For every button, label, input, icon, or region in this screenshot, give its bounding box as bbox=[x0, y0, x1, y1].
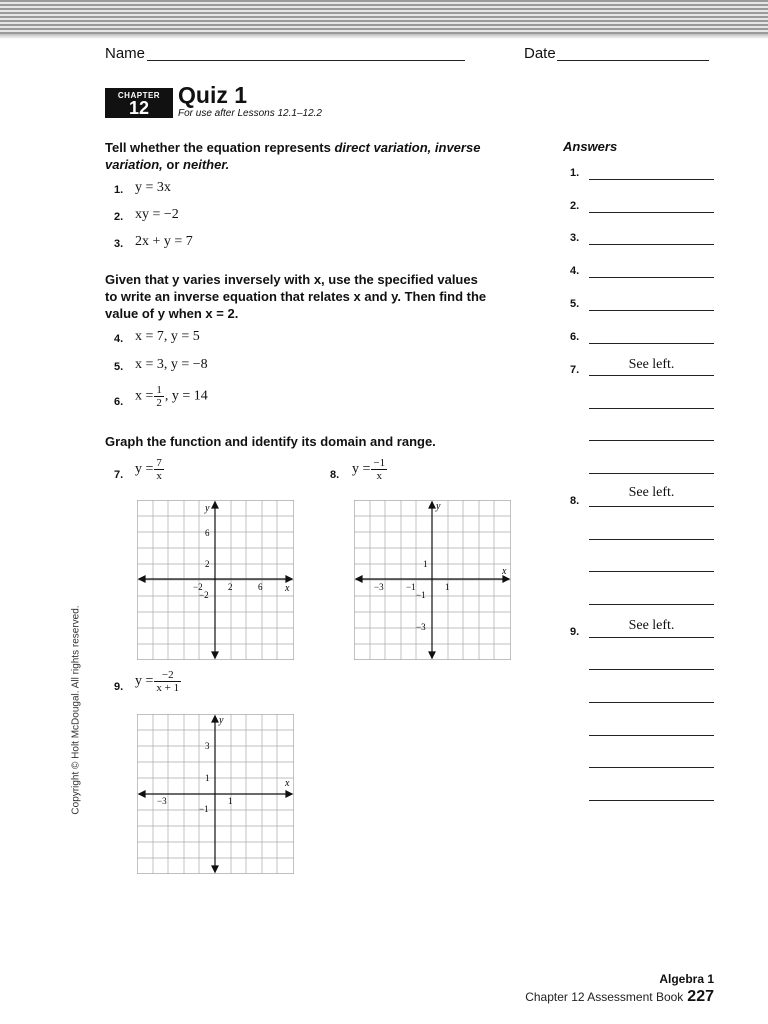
answer-9-line[interactable] bbox=[589, 735, 714, 736]
answer-number: 5. bbox=[570, 298, 580, 310]
answer-number: 4. bbox=[570, 265, 580, 277]
page-number: 227 bbox=[687, 988, 714, 1005]
name-field[interactable] bbox=[147, 60, 465, 61]
section-1-instruction bbox=[105, 139, 545, 173]
axes bbox=[139, 716, 292, 872]
instr-line: value of y when x = 2. bbox=[105, 306, 239, 321]
denominator: x bbox=[156, 470, 162, 482]
date-field[interactable] bbox=[557, 60, 709, 61]
graph-9-grid[interactable] bbox=[137, 714, 294, 874]
y-axis-label: y bbox=[219, 715, 224, 726]
problem-number: 4. bbox=[114, 333, 124, 345]
answer-8-line[interactable] bbox=[589, 539, 714, 540]
answer-number: 9. bbox=[570, 626, 580, 638]
problem-number: 5. bbox=[114, 361, 124, 373]
answer-number: 1. bbox=[570, 167, 580, 179]
x-axis-label: x bbox=[285, 583, 290, 594]
tick-label: 1 bbox=[205, 773, 210, 783]
tick-label: 1 bbox=[423, 559, 428, 569]
problem-number: 2. bbox=[114, 211, 124, 223]
problem-7-function bbox=[135, 457, 165, 482]
fraction bbox=[154, 669, 181, 694]
answer-7-line[interactable] bbox=[589, 473, 714, 474]
tick-label: −1 bbox=[199, 804, 209, 814]
expr-part: y = bbox=[135, 461, 154, 477]
top-stripe-shadow bbox=[0, 34, 768, 39]
problem-number: 6. bbox=[114, 396, 124, 408]
tick-label: −3 bbox=[157, 796, 167, 806]
graph-7-grid[interactable] bbox=[137, 500, 294, 660]
instr-text: Tell whether the equation represents bbox=[105, 140, 335, 155]
answer-9-line[interactable] bbox=[589, 767, 714, 768]
expr-part: x = bbox=[135, 388, 154, 404]
date-label: Date bbox=[524, 45, 556, 62]
problem-4-values: x = 7, y = 5 bbox=[135, 329, 200, 344]
answer-number: 7. bbox=[570, 364, 580, 376]
expr-part: y = bbox=[135, 673, 154, 689]
tick-label: −2 bbox=[199, 590, 209, 600]
answer-8-line[interactable] bbox=[589, 571, 714, 572]
quiz-subtitle: For use after Lessons 12.1–12.2 bbox=[178, 108, 322, 119]
answer-4-line[interactable] bbox=[589, 277, 714, 278]
tick-label: 2 bbox=[228, 582, 233, 592]
answer-1-line[interactable] bbox=[589, 179, 714, 180]
quiz-title: Quiz 1 bbox=[178, 82, 248, 108]
tick-label: 1 bbox=[445, 582, 450, 592]
footer-subtitle-text: Chapter 12 Assessment Book bbox=[525, 990, 684, 1004]
instr-emph: variation, bbox=[105, 157, 163, 172]
numerator: 7 bbox=[156, 457, 162, 469]
answer-5-line[interactable] bbox=[589, 310, 714, 311]
answer-7-line[interactable] bbox=[589, 375, 714, 376]
answer-3-line[interactable] bbox=[589, 244, 714, 245]
footer-book-title: Algebra 1 bbox=[659, 972, 714, 986]
problem-number: 1. bbox=[114, 184, 124, 196]
answer-number: 6. bbox=[570, 331, 580, 343]
top-stripe-band bbox=[0, 0, 768, 34]
tick-label: 6 bbox=[205, 528, 210, 538]
answer-9-see-left: See left. bbox=[628, 618, 675, 633]
tick-label: −3 bbox=[374, 582, 384, 592]
section-3-instruction: Graph the function and identify its domain and range. bbox=[105, 434, 436, 449]
answer-number: 3. bbox=[570, 232, 580, 244]
denominator: x bbox=[376, 470, 383, 482]
fraction bbox=[371, 457, 387, 482]
problem-2-equation: xy = −2 bbox=[135, 207, 179, 222]
answers-heading: Answers bbox=[563, 139, 618, 154]
answer-9-line[interactable] bbox=[589, 637, 714, 638]
answer-number: 2. bbox=[570, 200, 580, 212]
answer-7-line[interactable] bbox=[589, 440, 714, 441]
y-axis-label: y bbox=[436, 501, 441, 512]
answer-8-see-left: See left. bbox=[628, 485, 675, 500]
graph-8-grid[interactable] bbox=[354, 500, 511, 660]
instr-text: or bbox=[162, 157, 184, 172]
problem-number: 7. bbox=[114, 469, 124, 481]
x-axis-label: x bbox=[285, 778, 290, 789]
problem-1-equation: y = 3x bbox=[135, 180, 171, 195]
chapter-label: CHAPTER bbox=[117, 91, 161, 100]
problem-number: 9. bbox=[114, 681, 124, 693]
instr-emph: direct variation, inverse bbox=[334, 140, 481, 155]
problem-number: 8. bbox=[330, 469, 340, 481]
denominator: 2 bbox=[156, 397, 162, 409]
tick-label: 6 bbox=[258, 582, 263, 592]
tick-label: 2 bbox=[205, 559, 210, 569]
instr-emph: neither. bbox=[183, 157, 230, 172]
answer-6-line[interactable] bbox=[589, 343, 714, 344]
footer-subtitle bbox=[525, 988, 714, 1006]
problem-9-function bbox=[135, 669, 182, 694]
expr-part: y = bbox=[352, 461, 371, 477]
instr-line: Given that y varies inversely with x, use the specified values bbox=[105, 272, 478, 287]
fraction bbox=[154, 384, 164, 409]
answer-9-line[interactable] bbox=[589, 800, 714, 801]
numerator: −1 bbox=[373, 457, 386, 469]
chapter-badge bbox=[105, 88, 173, 118]
answer-8-line[interactable] bbox=[589, 604, 714, 605]
y-axis-label: y bbox=[205, 503, 210, 514]
numerator: −2 bbox=[154, 669, 181, 682]
answer-9-line[interactable] bbox=[589, 702, 714, 703]
problem-6-values bbox=[135, 384, 208, 409]
copyright-notice: Copyright © Holt McDougal. All rights reserved. bbox=[70, 605, 82, 815]
tick-label: 1 bbox=[228, 796, 233, 806]
answer-number: 8. bbox=[570, 495, 580, 507]
answer-7-see-left: See left. bbox=[628, 357, 675, 372]
problem-3-equation: 2x + y = 7 bbox=[135, 234, 193, 249]
fraction bbox=[154, 457, 164, 482]
problem-5-values: x = 3, y = −8 bbox=[135, 357, 208, 372]
problem-8-function bbox=[352, 457, 388, 482]
tick-label: −3 bbox=[416, 622, 426, 632]
instr-line: to write an inverse equation that relates x and y. Then find the bbox=[105, 289, 487, 304]
expr-part: , y = 14 bbox=[164, 388, 208, 404]
chapter-number: 12 bbox=[128, 98, 150, 118]
answer-2-line[interactable] bbox=[589, 212, 714, 213]
numerator: 1 bbox=[156, 384, 162, 396]
tick-label: 3 bbox=[205, 741, 210, 751]
section-2-instruction bbox=[105, 271, 550, 322]
tick-label: −1 bbox=[416, 590, 426, 600]
answer-7-line[interactable] bbox=[589, 408, 714, 409]
name-label: Name bbox=[105, 45, 146, 62]
tick-label: −2 bbox=[193, 582, 203, 592]
x-axis-label: x bbox=[502, 566, 507, 577]
tick-label: −1 bbox=[406, 582, 416, 592]
denominator: x + 1 bbox=[156, 682, 180, 694]
answer-8-line[interactable] bbox=[589, 506, 714, 507]
problem-number: 3. bbox=[114, 238, 124, 250]
answer-9-line[interactable] bbox=[589, 669, 714, 670]
